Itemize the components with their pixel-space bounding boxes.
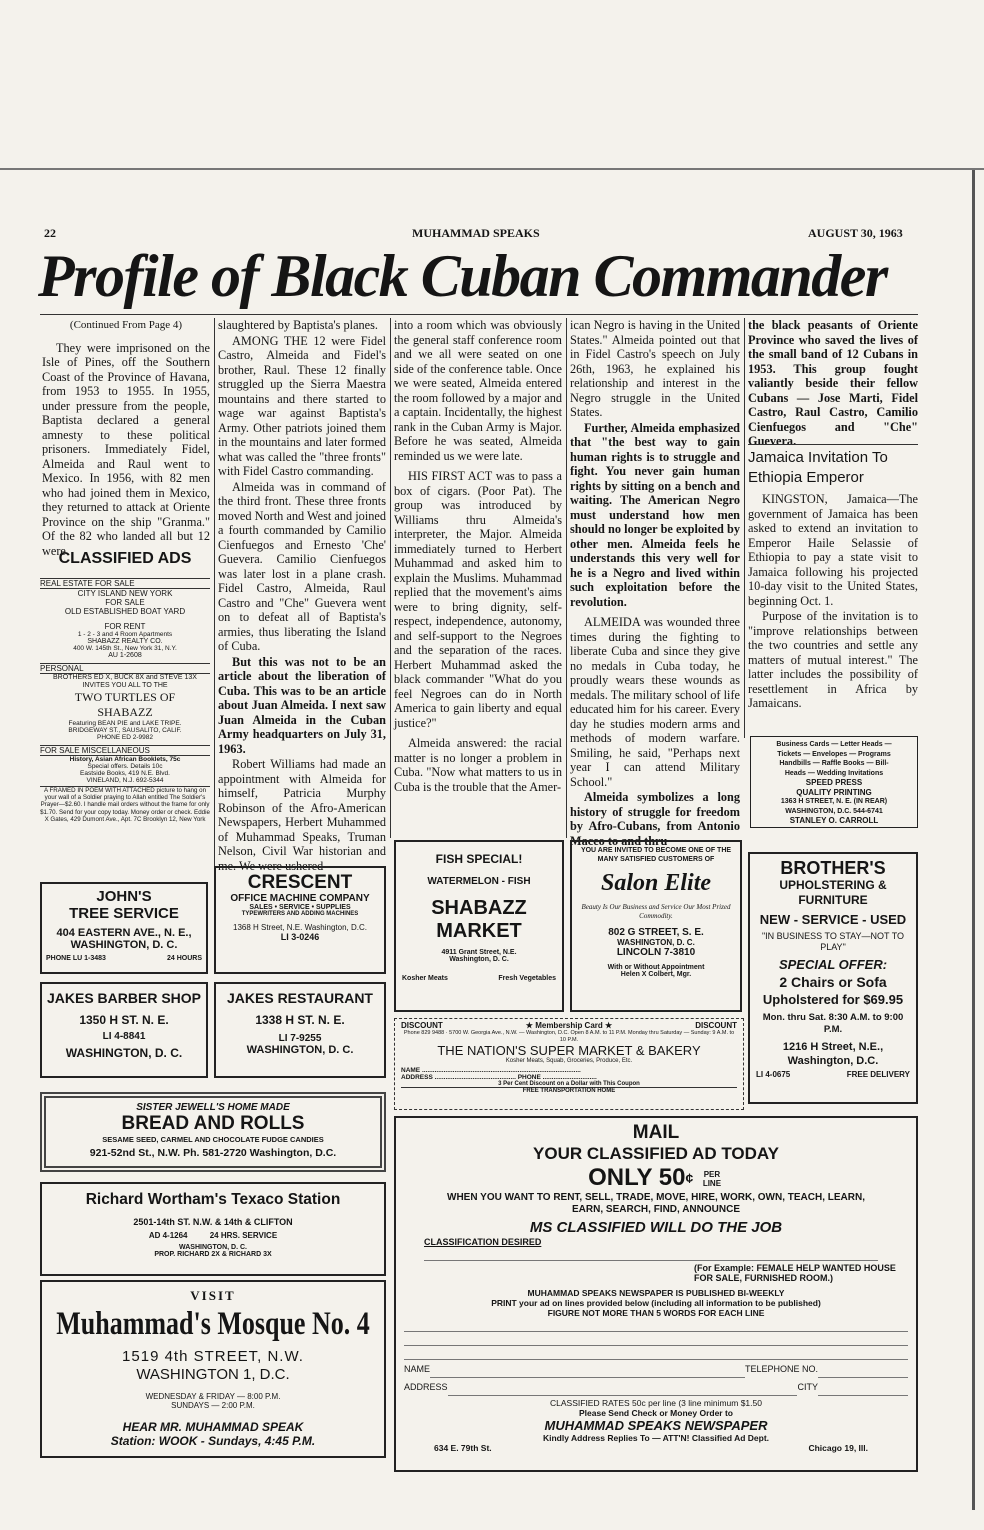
ad-line: SPECIAL OFFER: [778, 957, 888, 972]
article-paragraph: ALMEIDA was wounded three times during the fighting to liberate Cuba and since they give no medals in Cuba today, he proudly wears these wounds as medals. The military school of life educated him for his career. Every day he studies modern arms and methods of modern warfare. Smiling, he said, "Perhaps next year I can attend Military School." [570, 615, 740, 789]
ad-line: SUNDAYS — 2:00 P.M. [171, 1401, 255, 1410]
ad-line: JAKES BARBER SHOP [46, 990, 202, 1006]
address-field[interactable] [448, 1382, 798, 1396]
ad-line: CRESCENT [247, 872, 353, 893]
ad-line: NEW - SERVICE - USED [759, 912, 907, 927]
headline-rule [40, 314, 918, 315]
issue-date: AUGUST 30, 1963 [808, 226, 903, 240]
ad-line: 634 E. 79th St. [434, 1443, 492, 1453]
field-label: TELEPHONE NO. [744, 1364, 818, 1374]
ad-line: LI 4-0675 [756, 1070, 791, 1079]
ad-line: FREE DELIVERY [846, 1070, 910, 1079]
column-rule [566, 318, 567, 838]
article-paragraph: into a room which was obviously the general staff conference room and we all were seated on one side of the conference table. Once we were seated, Almeida entered the room followed by a major and a captain. Incidentally, the highest rank in the Cuban Army is Major. Before he was seated, Almeida reminded us we were late. [394, 318, 562, 463]
ad-line: Mon. thru Sat. 8:30 A.M. to 9:00 P.M. [762, 1012, 904, 1035]
cents: ¢ [685, 1170, 694, 1186]
classified-line: SHABAZZ [97, 705, 153, 719]
ad-line: QUALITY PRINTING [796, 787, 872, 797]
ad-line: 2501-14th ST. N.W. & 14th & CLIFTON [133, 1217, 293, 1227]
speed-press-ad [750, 736, 918, 828]
ad-line: PHONE LU 1-3483 [46, 955, 106, 962]
jamaica-headline: Jamaica Invitation To Ethiopia Emperor [748, 449, 888, 486]
ad-line: BROTHER'S [780, 858, 886, 878]
classified-city: VINELAND, N.J. [86, 777, 135, 784]
ad-line: SALES • SERVICE • SUPPLIES [249, 904, 351, 911]
ad-line: WASHINGTON, D. C. [617, 938, 695, 947]
classified-title: CLASSIFIED ADS [58, 550, 192, 567]
ad-line: TREE SERVICE [69, 905, 179, 922]
mail-classified-form [394, 1116, 918, 1472]
ad-line: LI 7-9255 [278, 1033, 322, 1044]
price-line [404, 1164, 908, 1192]
ad-footer [42, 951, 206, 962]
ad-line: LI 3-0246 [280, 932, 320, 942]
field-label: NAME [404, 1364, 431, 1374]
mosque-no-4-ad [40, 1280, 386, 1458]
page-number: 22 [44, 226, 56, 240]
ad-line: Upholstered for $69.95 [762, 992, 904, 1007]
ad-line: THE NATION'S SUPER MARKET & BAKERY [437, 1043, 701, 1058]
classified-line [40, 777, 210, 784]
ad-line: WASHINGTON, D.C. 544-6741 [785, 807, 883, 815]
classified-phone: 692-5344 [136, 777, 164, 784]
classified-line: FOR RENT [104, 622, 146, 631]
ad-line: FISH SPECIAL! [435, 852, 523, 866]
texaco-station-ad [40, 1182, 386, 1276]
ad-line: MUHAMMAD SPEAKS NEWSPAPER [544, 1418, 768, 1433]
ad-line: LINCOLN 7-3810 [616, 947, 696, 958]
star-icon: ★ [602, 1021, 613, 1030]
classified-line: History, Asian African Booklets, 75c [69, 756, 181, 763]
ad-line: DISCOUNT [695, 1021, 737, 1030]
coupon-address-row: ADDRESS ............................................. PHONE .............................. [401, 1074, 597, 1081]
ad-line: Heads — Wedding Invitations [784, 769, 884, 777]
classified-line: Special offers. Details 10c [87, 763, 163, 770]
classified-line: TWO TURTLES OF [74, 690, 176, 704]
classification-line[interactable] [424, 1247, 878, 1261]
ad-line: Washington, D.C. [787, 1055, 879, 1067]
coupon-name-row: NAME ........................................................................................ [401, 1067, 581, 1074]
article-paragraph: KINGSTON, Jamaica—The government of Jamaica has been asked to extend an invitation to Emperor Haile Selassie of Ethiopia to pay a state visit to Jamaica following his projected 10-day visit to the United States, beginning Oct. 1. [748, 492, 918, 608]
ad-line: Please Send Check or Money Order to [579, 1408, 733, 1418]
ad-line: Membership Card [535, 1021, 603, 1030]
ad-line: WATERMELON - FISH [427, 876, 531, 887]
section-real-estate: REAL ESTATE FOR SALE [40, 579, 135, 588]
city-field[interactable] [818, 1382, 908, 1396]
name-field[interactable] [430, 1364, 745, 1378]
scan-edge-right [972, 170, 975, 1510]
column-rule [214, 318, 215, 878]
ad-line: PRINT your ad on lines provided below (including all information to be published) [491, 1298, 821, 1308]
classified-line: Eastside Books, 419 N.E. Blvd. [80, 770, 170, 777]
article-paragraph: AMONG THE 12 were Fidel Castro, Almeida and Fidel's brother, Raul. These 12 finally struggled up the Sierra Maestra mountains and there started to wage war against Baptista's Army. Other patriots joined them in the mountains and later formed what was called the "three fronts" with Fidel Castro commanding. [218, 333, 386, 478]
article-paragraph: Further, Almeida emphasized that "the best way to gain human rights is to struggle and fight. You never gain human rights by sitting on a bench and waiting. The American Negro must understand how men should no longer be exploited by other men. Almeida feels he understands this very well for he is a Negro and lived within such exploitation before the revolution. [570, 420, 740, 609]
ad-line: MUHAMMAD SPEAKS NEWSPAPER IS PUBLISHED BI-WEEKLY [527, 1288, 785, 1298]
section-personal: PERSONAL [40, 664, 84, 673]
ad-line: SESAME SEED, CARMEL AND CHOCOLATE FUDGE CANDIES [102, 1135, 324, 1144]
ad-line: Chicago 19, Ill. [808, 1443, 868, 1453]
article-column-2 [218, 318, 386, 878]
classified-line: AU 1-2608 [108, 652, 142, 659]
paper-name: MUHAMMAD SPEAKS [412, 226, 540, 240]
ad-line: "IN BUSINESS TO STAY—NOT TO PLAY" [761, 931, 905, 952]
ad-line: LI 4-8841 [102, 1031, 146, 1042]
ad-line: Handbills — Raffle Books — Bill- [779, 760, 889, 767]
ad-line: SHABAZZ [431, 897, 527, 919]
ad-line: JOHN'S [96, 888, 152, 905]
classified-line: BRIDGEWAY ST., SAUSALITO, CALIF. [68, 727, 182, 734]
ad-line: Fresh Vegetables [498, 975, 556, 982]
ad-line [42, 1231, 384, 1240]
salon-logo: Salon Elite [600, 870, 712, 896]
discount-coupon [394, 1018, 744, 1110]
per-line: PER LINE [702, 1169, 722, 1188]
ad-text-line[interactable] [404, 1332, 908, 1346]
classified-section [40, 546, 210, 878]
ad-line: HEAR MR. MUHAMMAD SPEAK [122, 1420, 304, 1434]
ad-line [526, 1021, 612, 1030]
ad-line: UPHOLSTERING & [779, 878, 887, 892]
ad-line: SISTER JEWELL'S HOME MADE [136, 1102, 290, 1113]
ad-line: 4911 Grant Street, N.E. [441, 949, 517, 956]
ad-line: (For Example: FEMALE HELP WANTED HOUSE FOR SALE, FURNISHED ROOM.) [694, 1263, 896, 1283]
jakes-barber-shop-ad [40, 982, 208, 1078]
article-paragraph: Almeida answered: the racial matter is no longer a problem in Cuba. "Now what matters to us in Cuba is the trouble that the Amer- [394, 736, 562, 794]
ad-line: 24 HRS. SERVICE [209, 1231, 278, 1240]
article-paragraph: the black peasants of Oriente Province who saved the lives of the small band of 12 Cubans in 1953. This group fought valiantly beside their fellow Cubans — Jose Marti, Fidel Castro, Raul Castro, Camilio Cienfuegos and "Che" Guevera. [748, 318, 918, 448]
address-footer [404, 1443, 908, 1453]
ad-line: STANLEY O. CARROLL [789, 816, 879, 825]
article-paragraph: Purpose of the invitation is to "improve relationships between the two countries and settle any matters of mutual interest." The latter includes the possibility of resettlement in Africa by Jamaicans. [748, 609, 918, 710]
ad-line: 802 G STREET, S. E. [608, 927, 704, 938]
section-misc: FOR SALE MISCELLANEOUS [40, 746, 150, 755]
ad-line: Phone 829 9488 · 5700 W. Georgia Ave., N.W. — Washington, D.C. Open 8 A.M. to 11 P.M. Monday thru Saturday — Sunday: 9 A.M. to 10 P.M. [403, 1030, 735, 1043]
ad-line: WHEN YOU WANT TO RENT, SELL, TRADE, MOVE, HIRE, WORK, OWN, TEACH, LEARN, EARN, SEARCH, FIND, ANNOUNCE [447, 1192, 865, 1215]
classified-line: FOR SALE [105, 598, 145, 607]
classified-line: CITY ISLAND NEW YORK [77, 589, 173, 598]
ad-line: NAME [401, 1067, 421, 1074]
classified-line: OLD ESTABLISHED BOAT YARD [64, 607, 186, 616]
ad-line: 404 EASTERN AVE., N. E., [56, 927, 192, 939]
ad-line: Helen X Colbert, Mgr. [620, 971, 692, 978]
ad-footer [754, 1068, 912, 1079]
ad-line: WASHINGTON 1, D.C. [136, 1366, 290, 1383]
ad-line: PROP. RICHARD 2X & RICHARD 3X [154, 1251, 272, 1258]
ad-line: CLASSIFIED RATES 50c per line (3 line minimum $1.50 [550, 1398, 762, 1408]
ad-line: FURNITURE [798, 893, 868, 907]
column-rule [744, 318, 745, 738]
form-title: MAIL [632, 1122, 680, 1143]
ad-line: Muhammad's Mosque No. 4 [56, 1305, 370, 1342]
ad-line: JAKES RESTAURANT [227, 990, 373, 1006]
ad-line: WEDNESDAY & FRIDAY — 8:00 P.M. [145, 1392, 281, 1401]
ad-line: FIGURE NOT MORE THAN 5 WORDS FOR EACH LINE [547, 1308, 765, 1318]
ad-line: Kindly Address Replies To — ATT'N! Classified Ad Dept. [542, 1433, 770, 1443]
johns-tree-service-ad [40, 882, 208, 974]
article-column-3 [394, 318, 562, 838]
ad-line: 1338 H ST. N. E. [255, 1013, 345, 1027]
ad-line: Kosher Meats [402, 975, 448, 982]
ad-line: Richard Wortham's Texaco Station [85, 1191, 341, 1208]
article-paragraph: Robert Williams had made an appointment with Almeida for himself, Patricia Murphy Robinson of the Afro-American Newspapers, Herbert Muhammed of Muhammad Speaks, Truman Nelson, Civil War historian and me. We were ushered [218, 757, 386, 873]
ad-line: Business Cards — Letter Heads — [776, 741, 892, 748]
ad-line: MS CLASSIFIED WILL DO THE JOB [529, 1219, 783, 1236]
bread-and-rolls-ad [40, 1092, 386, 1172]
ad-line: 1216 H Street, N.E., [782, 1041, 884, 1053]
ad-line: 24 HOURS [166, 955, 202, 962]
ad-line: ADDRESS [401, 1074, 433, 1081]
article-column-5 [748, 318, 918, 448]
article-paragraph: But this was not to be an article about the liberation of Cuba. This was to be an article about Juan Almeida. I next saw Juan Almeida in the Cuban Army headquarters on July 31, 1963. [218, 654, 386, 756]
headline: Profile of Black Cuban Commander [38, 243, 887, 309]
ad-line: MARKET [436, 920, 522, 942]
ad-line: 1350 H ST. N. E. [79, 1013, 169, 1027]
ad-line: Station: WOOK - Sundays, 4:45 P.M. [110, 1434, 316, 1448]
ad-line: Kosher Meats, Squab, Groceries, Produce, Etc. [505, 1058, 633, 1064]
ad-line: WASHINGTON, D. C. [246, 1044, 354, 1056]
article-paragraph: ican Negro is having in the United States." Almeida pointed out that in Fidel Castro's speech on July 26th, 1963, he explained his relationship and interest in the Negro struggle in the United States. [570, 318, 740, 419]
ad-line: AD 4-1264 [148, 1231, 188, 1240]
divider [748, 444, 918, 445]
scan-edge-top [0, 168, 984, 170]
article-column-4 [570, 318, 740, 848]
ad-line: PHONE [517, 1074, 541, 1081]
article-paragraph: slaughtered by Baptista's planes. [218, 318, 378, 332]
brothers-upholstering-ad [748, 852, 918, 1104]
coupon-header [401, 1021, 737, 1030]
name-row [404, 1364, 908, 1378]
ad-line: YOU ARE INVITED TO BECOME ONE OF THE MANY SATISFIED CUSTOMERS OF [580, 847, 732, 863]
classified-line: Featuring BEAN PIE and LAKE TRIPE. [68, 720, 182, 727]
ad-line: With or Without Appointment [607, 964, 705, 971]
classified-line: BROTHERS ED X, BUCK 8X and STEVE 13X INVITES YOU ALL TO THE [53, 674, 197, 689]
ad-line: 1368 H Street, N.E. Washington, D.C. [233, 923, 367, 932]
article-column-1 [42, 318, 210, 558]
ad-line: 1519 4th STREET, N.W. [122, 1348, 304, 1365]
shabazz-market-ad [394, 840, 564, 1012]
article-paragraph: Almeida symbolizes a long history of struggle for freedom by Afro-Cubans, from Antonio Maceo to and thru [570, 790, 740, 848]
ad-line: Washington, D. C. [449, 956, 509, 963]
ad-text-line[interactable] [404, 1318, 908, 1332]
telephone-field[interactable] [818, 1364, 908, 1378]
ad-line: 921-52nd St., N.W. Ph. 581-2720 Washington, D.C. [89, 1147, 337, 1159]
ad-line: DISCOUNT [401, 1021, 443, 1030]
ad-line: WASHINGTON, D. C. [70, 939, 178, 951]
ad-footer [396, 963, 562, 982]
column-rule [390, 318, 391, 838]
ad-line: WASHINGTON, D. C. [65, 1046, 183, 1060]
ad-line: 3 Per Cent Discount on a Dollar with This Coupon [498, 1081, 640, 1087]
ad-line: BREAD AND ROLLS [121, 1113, 305, 1134]
continued-note: (Continued From Page 4) [69, 319, 183, 331]
classified-line: SHABAZZ REALTY CO. [87, 638, 163, 645]
jakes-restaurant-ad [214, 982, 386, 1078]
field-label: ADDRESS [404, 1382, 448, 1392]
ad-line: WASHINGTON, D. C. [179, 1244, 247, 1251]
classified-line: 1 - 2 - 3 and 4 Room Apartments [77, 631, 173, 638]
address-row [404, 1382, 908, 1396]
ad-line: YOUR CLASSIFIED AD TODAY [533, 1144, 779, 1163]
ad-line: OFFICE MACHINE COMPANY [230, 893, 370, 904]
classified-line: PHONE ED 2-9982 [97, 734, 153, 741]
salon-elite-ad [570, 840, 742, 1012]
field-label: CITY [797, 1382, 818, 1392]
jamaica-story [748, 492, 918, 730]
classified-poem: A FRAMED IN POEM WITH ATTACHED picture to hang on your wall of a Soldier praying to Allah entitled The Soldier's Prayer—$2.60. I handle mail orders without the frame for only $1.70. Send for your copy today. Money order or check. Eddie X Gates, 429 Dumont Ave., Apt. 7C Brooklyn 12, New York [40, 787, 210, 823]
ad-text-line[interactable] [404, 1346, 908, 1360]
crescent-office-machine-ad [214, 866, 386, 974]
ad-line: 2 Chairs or Sofa [779, 974, 887, 990]
ad-line: TYPEWRITERS AND ADDING MACHINES [241, 911, 359, 917]
article-paragraph: Almeida was in command of the third front. These three fronts moved North and West and joined a fourth commanded by Camilio Cienfuegos and Ernesto 'Che' Guevera. Camilio Cienfuegos was later lost in a plane crash. Fidel Castro, Almeida, Raul Castro and "Che" Guevera went on to defeat all of Baptista's armies, thus liberating the Island of Cuba. [218, 479, 386, 653]
classified-line: 400 W. 145th St., New York 31, N.Y. [73, 645, 177, 652]
ad-line: Beauty Is Our Business and Service Our Most Prized Commodity. [581, 903, 731, 920]
article-paragraph: They were imprisoned on the Isle of Pines, off the Southern Coast of the Province of Havana, from 1953 to 1955. In 1955, under pressure from the people, Baptista declared a general amnesty to these political prisoners. Immediately Fidel, Almeida and Raul went to Mexico. In 1956, with 82 men who had joined them in Mexico, they returned to attack at Oriente Province on the ship "Granma." Of the 82 who landed all but 12 were [42, 340, 210, 558]
article-paragraph: HIS FIRST ACT was to pass a box of cigars. (Poor Pat). The group was introduced by Williams thru Almeida's interpreter, the Major. Almeida immediately turned to Herbert Muhammad and asked him to explain the Muslims. Muhammad replied that the movement's aims were to bring dignity, self-respect, independence, autonomy, and self-support to the Negroes and the separation of the races. Herbert Muhammad asked the black commander "What do you feel Negroes can do in North America to gain liberty and equal justice?" [394, 469, 562, 730]
price: ONLY 50 [588, 1164, 686, 1191]
ad-line: FREE TRANSPORTATION HOME [401, 1087, 737, 1094]
ad-line: VISIT [190, 1288, 236, 1303]
ad-line: 1363 H STREET, N. E. (IN REAR) [780, 798, 888, 805]
star-icon: ★ [525, 1021, 536, 1030]
ad-line: SPEED PRESS [805, 778, 863, 787]
ad-line: Tickets — Envelopes — Programs [777, 750, 891, 758]
classification-label: CLASSIFICATION DESIRED [424, 1237, 542, 1247]
